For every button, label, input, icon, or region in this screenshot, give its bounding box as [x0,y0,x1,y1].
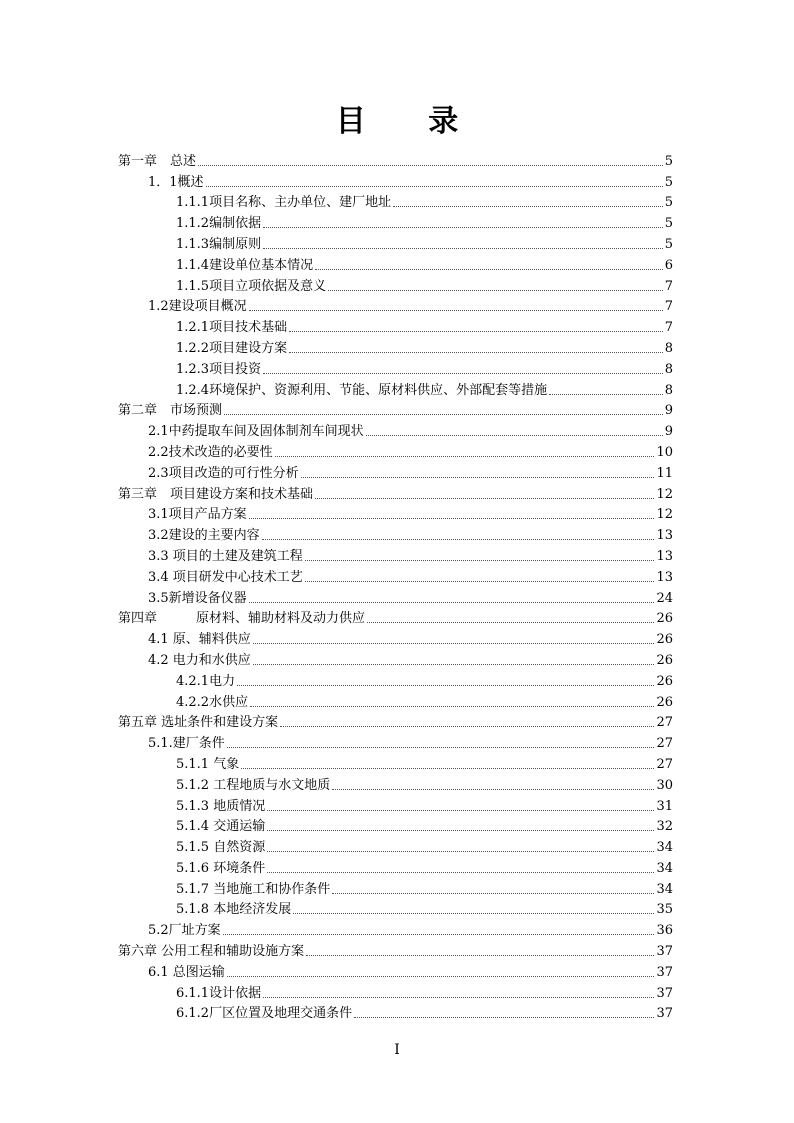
toc-entry-label: 2.2技术改造的必要性 [148,444,273,460]
toc-entry-label: 1.2.1项目技术基础 [176,320,288,336]
toc-entry[interactable] [118,253,673,274]
toc-entry[interactable] [118,669,673,690]
toc-leader-dots [263,997,654,998]
toc-leader-dots [275,456,655,457]
toc-entry-page: 7 [664,320,673,336]
toc-entry[interactable] [118,627,673,648]
toc-leader-dots [328,290,663,291]
toc-leader-dots [549,394,663,395]
toc-entry-label: 5.1.8 本地经济发展 [176,902,292,918]
toc-entry[interactable] [118,711,673,732]
toc-leader-dots [332,789,654,790]
toc-leader-dots [250,706,654,707]
toc-entry-label: 5.1.2 工程地质与水文地质 [176,777,331,793]
page-number-footer: I [394,1042,400,1058]
toc-entry-page: 8 [664,340,673,356]
toc-entry[interactable] [118,898,673,919]
toc-entry-page: 32 [656,819,673,835]
toc-entry-page: 26 [656,694,673,710]
toc-entry-label: 4.2.1电力 [176,673,236,689]
toc-entry-label: 1.2.3项目投资 [176,361,262,377]
toc-entry-label: 3.4 项目研发中心技术工艺 [148,569,303,585]
toc-leader-dots [224,414,663,415]
toc-entry-label: 5.1.7 当地施工和协作条件 [176,881,331,897]
toc-leader-dots [223,934,655,935]
toc-entry[interactable] [118,211,673,232]
toc-entry[interactable] [118,877,673,898]
toc-leader-dots [366,435,663,436]
toc-entry-page: 26 [656,611,673,627]
toc-leader-dots [305,560,655,561]
toc-entry-label: 5.1.建厂条件 [148,736,225,752]
toc-entry-label: 5.2厂址方案 [148,923,221,939]
toc-entry[interactable] [118,835,673,856]
toc-entry-page: 9 [664,424,673,440]
toc-entry-page: 30 [656,777,673,793]
toc-entry-label: 5.1.3 地质情况 [176,798,266,814]
toc-entry-label: 第三章 项目建设方案和技术基础 [118,486,314,502]
page-title: 目 录 [335,104,485,139]
toc-leader-dots [367,622,654,623]
toc-entry-label: 1.2.4环境保护、资源利用、节能、原材料供应、外部配套等措施 [176,382,548,398]
toc-entry-label: 第五章 选址条件和建设方案 [118,715,279,731]
toc-entry-page: 6 [664,257,673,273]
toc-entry-page: 5 [664,216,673,232]
toc-leader-dots [237,685,654,686]
toc-entry-page: 8 [664,361,673,377]
toc-entry-page: 26 [656,673,673,689]
toc-entry-label: 4.1 原、辅料供应 [148,632,251,648]
toc-entry-page: 8 [664,382,673,398]
toc-entry-page: 26 [656,632,673,648]
toc-leader-dots [315,498,654,499]
toc-entry-page: 27 [656,756,673,772]
toc-entry[interactable] [118,565,673,586]
toc-leader-dots [315,269,663,270]
toc-entry-page: 27 [656,715,673,731]
toc-entry-label: 4.2.2水供应 [176,694,249,710]
toc-entry-page: 37 [656,1006,673,1022]
toc-entry-label: 3.5新增设备仪器 [148,590,247,606]
toc-entry[interactable] [118,315,673,336]
toc-leader-dots [253,664,655,665]
toc-entry-page: 5 [664,236,673,252]
toc-leader-dots [263,227,663,228]
toc-entry-label: 6.1.2厂区位置及地理交通条件 [176,1006,353,1022]
toc-leader-dots [198,165,663,166]
toc-entry-page: 7 [664,299,673,315]
toc-entry-label: 第一章 总述 [118,153,197,169]
toc-leader-dots [249,310,663,311]
toc-entry-page: 35 [656,902,673,918]
toc-entry-page: 5 [664,174,673,190]
toc-entry-page: 34 [656,860,673,876]
toc-entry-label: 5.1.6 环境条件 [176,860,266,876]
toc-entry-label: 5.1.5 自然资源 [176,840,266,856]
toc-entry[interactable] [118,440,673,461]
toc-leader-dots [263,248,663,249]
toc-leader-dots [249,518,655,519]
toc-entry-label: 2.3项目改造的可行性分析 [148,465,299,481]
toc-entry[interactable] [118,399,673,420]
toc-entry-label: 3.1项目产品方案 [148,507,247,523]
toc-entry-label: 1.1.2编制依据 [176,216,262,232]
toc-entry[interactable] [118,482,673,503]
toc-entry[interactable] [118,960,673,981]
toc-entry-page: 37 [656,985,673,1001]
toc-entry[interactable] [118,295,673,316]
toc-entry-page: 26 [656,652,673,668]
toc-entry[interactable] [118,503,673,524]
toc-entry-page: 34 [656,881,673,897]
toc-leader-dots [393,206,663,207]
toc-entry[interactable] [118,586,673,607]
toc-entry-label: 1．1概述 [148,174,204,190]
toc-leader-dots [253,643,655,644]
toc-entry[interactable] [118,461,673,482]
toc-entry-page: 5 [664,195,673,211]
toc-leader-dots [305,581,655,582]
toc-entry-label: 第六章 公用工程和辅助设施方案 [118,944,305,960]
toc-leader-dots [267,851,654,852]
toc-leader-dots [293,913,654,914]
toc-leader-dots [227,747,655,748]
toc-entry[interactable] [118,357,673,378]
toc-entry-label: 1.1.5项目立项依据及意义 [176,278,327,294]
toc-leader-dots [306,955,654,956]
toc-leader-dots [289,331,663,332]
toc-leader-dots [332,893,654,894]
toc-entry-label: 3.2建设的主要内容 [148,528,260,544]
toc-entry-label: 第四章 原材料、辅助材料及动力供应 [118,611,366,627]
toc-entry[interactable] [118,544,673,565]
toc-entry[interactable] [118,752,673,773]
toc-leader-dots [289,352,663,353]
toc-entry-label: 1.1.1项目名称、主办单位、建厂地址 [176,195,392,211]
toc-leader-dots [267,810,654,811]
toc-leader-dots [301,477,655,478]
toc-entry[interactable] [118,170,673,191]
toc-leader-dots [227,976,655,977]
toc-entry[interactable] [118,981,673,1002]
toc-leader-dots [267,830,654,831]
toc-entry-label: 6.1 总图运输 [148,964,225,980]
toc-entry[interactable] [118,690,673,711]
toc-entry-label: 2.1中药提取车间及固体制剂车间现状 [148,424,364,440]
toc-entry[interactable] [118,1002,673,1023]
toc-entry[interactable] [118,607,673,628]
toc-entry-label: 1.1.3编制原则 [176,236,262,252]
toc-entry[interactable] [118,794,673,815]
toc-entry[interactable] [118,773,673,794]
toc-entry-label: 第二章 市场预测 [118,403,223,419]
toc-leader-dots [206,186,663,187]
toc-entry[interactable] [118,191,673,212]
toc-entry-page: 11 [656,465,673,481]
toc-entry-page: 12 [656,486,673,502]
toc-leader-dots [241,768,654,769]
toc-entry-page: 36 [656,923,673,939]
toc-entry[interactable] [118,939,673,960]
toc-entry[interactable] [118,918,673,939]
toc-leader-dots [267,872,654,873]
toc-entry-page: 27 [656,736,673,752]
toc-entry-page: 24 [656,590,673,606]
toc-entry-page: 13 [656,548,673,564]
toc-entry[interactable] [118,815,673,836]
toc-leader-dots [280,726,654,727]
toc-leader-dots [262,539,655,540]
toc-entry-label: 1.1.4建设单位基本情况 [176,257,314,273]
toc-entry-page: 7 [664,278,673,294]
toc-entry-page: 37 [656,944,673,960]
toc-entry[interactable] [118,856,673,877]
toc-entry-page: 31 [656,798,673,814]
toc-entry-label: 3.3 项目的土建及建筑工程 [148,548,303,564]
toc-entry[interactable] [118,274,673,295]
toc-entry-page: 5 [664,153,673,169]
toc-entry-page: 13 [656,528,673,544]
toc-entry-page: 12 [656,507,673,523]
toc-entry[interactable] [118,336,673,357]
toc-entry[interactable] [118,419,673,440]
toc-entry[interactable] [118,232,673,253]
toc-entry-page: 34 [656,840,673,856]
toc-entry-page: 37 [656,964,673,980]
toc-entry-label: 1.2建设项目概况 [148,299,247,315]
toc-entry[interactable] [118,378,673,399]
toc-entry-label: 6.1.1设计依据 [176,985,262,1001]
toc-entry-label: 5.1.4 交通运输 [176,819,266,835]
toc-entry-page: 9 [664,403,673,419]
toc-entry[interactable] [118,648,673,669]
toc-entry-label: 4.2 电力和水供应 [148,652,251,668]
toc-entry[interactable] [118,149,673,170]
toc-leader-dots [249,602,655,603]
toc-entry-label: 1.2.2项目建设方案 [176,340,288,356]
toc-entry[interactable] [118,523,673,544]
toc-leader-dots [354,1017,654,1018]
toc-entry-page: 13 [656,569,673,585]
toc-leader-dots [263,373,663,374]
toc-entry-label: 5.1.1 气象 [176,756,240,772]
table-of-contents [118,149,673,1022]
toc-entry-page: 10 [656,444,673,460]
toc-entry[interactable] [118,731,673,752]
